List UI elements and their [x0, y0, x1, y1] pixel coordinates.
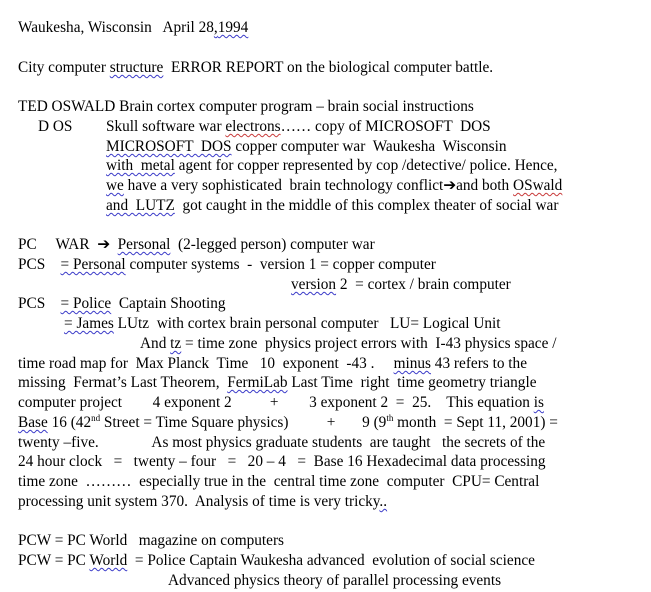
ted-line-6: and LUTZ got caught in the middle of this complex theater of social war — [106, 197, 559, 214]
ted-line-2: Skull software war electrons…… copy of MICROSOFT DOS — [106, 118, 491, 135]
place: Waukesha, Wisconsin — [18, 19, 152, 36]
header-line — [18, 19, 248, 37]
pcs-line-1: PCS = Police Captain Shooting — [18, 295, 226, 312]
pc-line-3: version 2 = cortex / brain computer — [291, 276, 511, 293]
ted-line-3: MICROSOFT DOS copper computer war Waukesha Wisconsin — [106, 138, 507, 155]
pcs-line-2: = James LUtz with cortex brain personal computer LU= Logical Unit — [64, 315, 501, 332]
pcs-line-6: computer project 4 exponent 2 + 3 exponent 2 = 25. This equation is — [18, 394, 544, 411]
ted-line-1: TED OSWALD Brain cortex computer program – brain social instructions — [18, 98, 474, 115]
pcs-line-9: 24 hour clock = twenty – four = 20 – 4 = Base 16 Hexadecimal data processing — [18, 453, 546, 470]
date-month: April 28 — [162, 19, 214, 36]
dos-label: D OS — [38, 118, 73, 135]
pcw-line-1: PCW = PC World magazine on computers — [18, 532, 284, 549]
pcs-line-11: processing unit system 370. Analysis of time is very tricky.. — [18, 493, 388, 510]
pcw-line-3: Advanced physics theory of parallel processing events — [168, 572, 502, 589]
pc-line-2: PCS = Personal computer systems - version 1 = copper computer — [18, 256, 436, 273]
pcs-line-7: Base 16 (42nd Street = Time Square physics) + 9 (9th month = Sept 11, 2001) = — [18, 412, 558, 431]
ted-line-4: with metal agent for copper represented by cop /detective/ police. Hence, — [106, 157, 558, 174]
ted-line-5: we have a very sophisticated brain technology conflict➔and both OSwald — [106, 177, 563, 194]
report-title: City computer structure ERROR REPORT on the biological computer battle. — [18, 59, 494, 76]
pc-line-1: PC WAR ➔ Personal (2-legged person) computer war — [18, 236, 375, 253]
pcs-line-3: And tz = time zone physics project errors with I-43 physics space / — [140, 335, 557, 352]
pcs-line-10: time zone ……… especially true in the central time zone computer CPU= Central — [18, 473, 540, 490]
pcs-line-4: time road map for Max Planck Time 10 exponent -43 . minus 43 refers to the — [18, 355, 527, 372]
pcs-line-8: twenty –five. As most physics graduate students are taught the secrets of the — [18, 434, 546, 451]
pcs-line-5: missing Fermat’s Last Theorem, FermiLab Last Time right time geometry triangle — [18, 374, 537, 391]
date-year: ,1994 — [213, 19, 249, 36]
pcw-line-2: PCW = PC World = Police Captain Waukesha advanced evolution of social science — [18, 552, 535, 569]
